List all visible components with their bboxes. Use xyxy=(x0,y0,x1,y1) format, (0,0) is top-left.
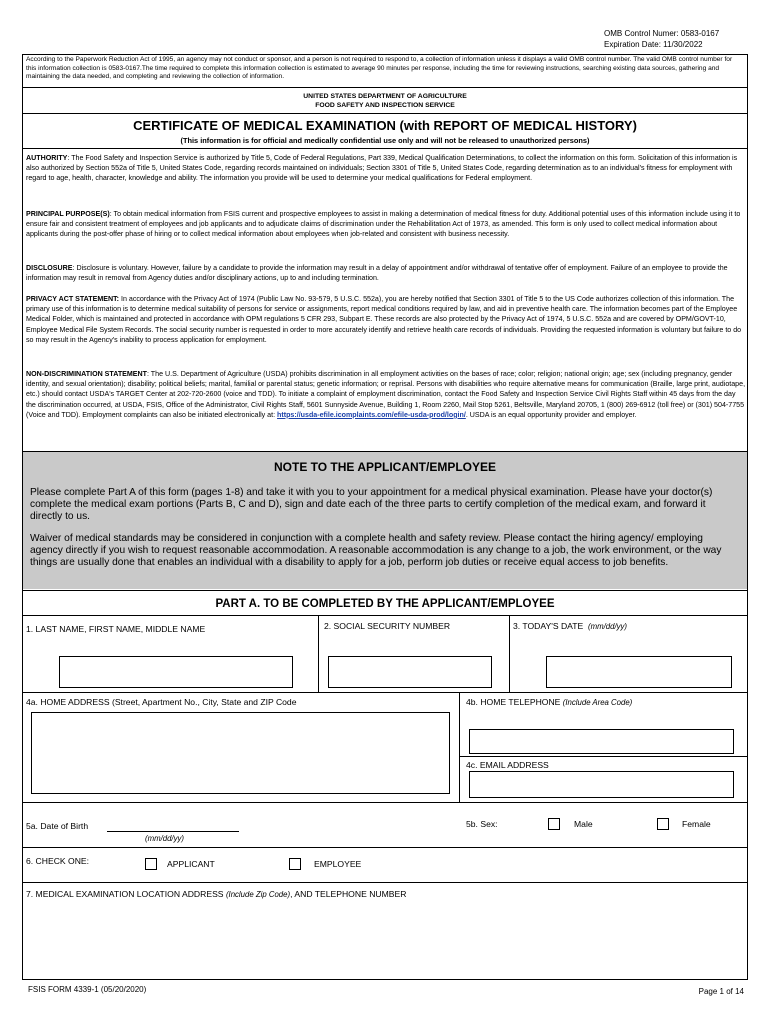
ssn-input[interactable] xyxy=(328,656,492,688)
field-4c-label: 4c. EMAIL ADDRESS xyxy=(466,760,549,770)
principal-purpose-statement xyxy=(26,209,746,240)
divider xyxy=(22,590,748,591)
field-7-label xyxy=(26,889,406,899)
male-label: Male xyxy=(574,819,593,829)
divider xyxy=(22,87,748,88)
disclosure-heading: DISCLOSURE xyxy=(26,264,73,272)
divider xyxy=(22,692,748,693)
name-input[interactable] xyxy=(59,656,293,688)
principal-purpose-text: : To obtain medical information from FSIS current and prospective employees to assist in making a determination of medical fitness for duty. Additional potential uses of this information include using it to ensure fair and consistent treatment of employees and job applicants and to adjudicate claims of discrimination under the Rehabilitation Act of 1973, as amended. This form is only used to collect medical information about applicants during the post-offer phase of hiring or to collect medical information about employees when job-related and consistent with business necessity. xyxy=(26,210,741,239)
omb-info xyxy=(604,28,724,50)
principal-purpose-heading: PRINCIPAL PURPOSE(S) xyxy=(26,210,110,218)
part-a-title: PART A. TO BE COMPLETED BY THE APPLICANT/EMPLOYEE xyxy=(215,598,555,610)
paperwork-notice: According to the Paperwork Reduction Act of 1995, an agency may not conduct or sponsor, and a person is not required to respond to, a collection of information unless it displays a valid OMB control number. The valid OMB control number for this information collection is 0583-0167.The time required to complete this information collection is estimated to average 90 minutes per response, including the time for reviewing instructions, searching existing data sources, gathering and maintaining the data needed, and completing and reviewing the collection of information. xyxy=(26,56,733,80)
todays-date-input[interactable] xyxy=(546,656,732,688)
employee-label: EMPLOYEE xyxy=(314,859,362,869)
omb-expiration: Expiration Date: 11/30/2022 xyxy=(604,40,703,49)
divider xyxy=(22,148,748,149)
field-3-label-text: 3. TODAY'S DATE xyxy=(513,621,584,631)
field-4b-label-text: 4b. HOME TELEPHONE xyxy=(466,697,561,707)
non-discrimination-statement xyxy=(26,369,746,420)
form-subtitle: (This information is for official and medically confidential use only and will not be released to unauthorized persons) xyxy=(180,136,590,145)
non-discrimination-heading: NON-DISCRIMINATION STATEMENT xyxy=(26,370,147,378)
field-4a-label: 4a. HOME ADDRESS (Street, Apartment No., City, State and ZIP Code xyxy=(26,697,297,707)
applicant-label: APPLICANT xyxy=(167,859,215,869)
email-input[interactable] xyxy=(469,771,734,798)
female-label: Female xyxy=(682,819,711,829)
non-discrimination-tail: . USDA is an equal opportunity provider and employer. xyxy=(465,410,637,419)
dob-hint: (mm/dd/yy) xyxy=(145,834,184,843)
divider xyxy=(22,615,748,616)
male-checkbox[interactable] xyxy=(548,818,560,830)
field-5a-hint xyxy=(145,833,184,843)
disclosure-text: : Disclosure is voluntary. However, failure by a candidate to provide the information may result in a delay of appointment and/or withdrawal of tentative offer of employment. Failure of an employee to provide the information may result in removal from Agency duties and/or disciplinary actions, up to and including termination. xyxy=(26,264,728,283)
disclosure-statement xyxy=(26,263,746,283)
divider xyxy=(22,847,748,848)
agency-line-2: FOOD SAFETY AND INSPECTION SERVICE xyxy=(315,102,455,109)
field-5a-label: 5a. Date of Birth xyxy=(26,821,89,831)
authority-statement xyxy=(26,153,746,184)
field-4b-label xyxy=(466,697,632,707)
home-address-input[interactable] xyxy=(31,712,450,794)
female-checkbox[interactable] xyxy=(657,818,669,830)
field-3-hint: (mm/dd/yy) xyxy=(588,622,628,631)
form-title: CERTIFICATE OF MEDICAL EXAMINATION (with REPORT OF MEDICAL HISTORY) xyxy=(133,118,637,133)
complaint-link[interactable]: https://usda-efile.icomplaints.com/efile-usda-prod/login/ xyxy=(277,410,466,419)
field-2-label: 2. SOCIAL SECURITY NUMBER xyxy=(324,621,451,631)
field-3-label xyxy=(513,621,627,631)
divider xyxy=(318,615,319,692)
divider xyxy=(459,756,748,757)
privacy-act-text: In accordance with the Privacy Act of 1974 (Public Law No. 93-579, 5 U.S.C. 552a), you are hereby notified that Section 3301 of Title 5 to the US Code authorizes collection of this information. The primary use of this information is to determine medical suitability of persons for service or assignments, report medical conditions required by law, and aid in preventive health care. The information becomes part of the Employee Medical Folder, which is maintained and protected in accordance with OPM regulations 5 CFR 293, Subpart E. These records are also protected by the Privacy Act of 1974, 5 U.S.C. 552a and are covered by OPM/GOVT-10, Employee Medical File System Records. The social security number is requested in order to more accurately identify and retrieve health care records of individuals. Providing the requested information is voluntary but failure to do so may result in the Agency's inability to process application for employment. xyxy=(26,295,742,344)
applicant-checkbox[interactable] xyxy=(145,858,157,870)
divider xyxy=(459,692,460,802)
field-7-label-text: 7. MEDICAL EXAMINATION LOCATION ADDRESS xyxy=(26,889,224,899)
field-4b-hint: (Include Area Code) xyxy=(562,698,633,707)
field-5b-label: 5b. Sex: xyxy=(466,819,498,829)
note-paragraph-2: Waiver of medical standards may be considered in conjunction with a complete health and safety review. Please contact the hiring agency/ employing agency directly if you wish to request reasonable accommodation. A reasonable accommodation is any change to a job, the work environment, or the way things are usually done that enables an individual with a disability to apply for a job, perform job duties or receive equal access to job benefits. xyxy=(30,533,722,569)
authority-text: : The Food Safety and Inspection Service is authorized by Title 5, Code of Federal Regulations, Part 339, Medical Qualification Determinations, to collect the information on this form. Solicitation of this information is also authorized by Section 552a of Title 5, United States Code, regarding records maintained on individuals; Section 3301 of Title 5, United States Code, regarding determination as to an individual's fitness for employment with regard to age, health, character, knowledge and ability. The information you provide will be used to determine your medical qualifications for Federal employment. xyxy=(26,154,738,183)
agency-line-1: UNITED STATES DEPARTMENT OF AGRICULTURE xyxy=(303,93,467,100)
divider xyxy=(22,113,748,114)
employee-checkbox[interactable] xyxy=(289,858,301,870)
note-title: NOTE TO THE APPLICANT/EMPLOYEE xyxy=(273,460,497,474)
divider xyxy=(22,802,748,803)
page-number: Page 1 of 14 xyxy=(698,987,744,996)
omb-control-number: OMB Control Numer: 0583-0167 xyxy=(604,29,720,38)
field-7-label-tail: , AND TELEPHONE NUMBER xyxy=(290,889,407,899)
form-id: FSIS FORM 4339-1 (05/20/2020) xyxy=(28,985,147,994)
field-1-label: 1. LAST NAME, FIRST NAME, MIDDLE NAME xyxy=(26,624,206,634)
field-6-label: 6. CHECK ONE: xyxy=(26,856,90,866)
field-7-hint: (Include Zip Code) xyxy=(225,890,291,899)
privacy-act-heading: PRIVACY ACT STATEMENT: xyxy=(26,295,120,303)
dob-line[interactable] xyxy=(107,831,239,832)
non-discrimination-text: : The U.S. Department of Agriculture (USDA) prohibits discrimination in all employment activities on the bases of race; color; religion; national origin; age; sex (including pregnancy, gender identity, and sexual orientation); disability; political beliefs; marital, familial or parental status; genetic information; or reprisal. Persons with disabilities who require alternative means for communication (Braille, large print, audiotape, etc.) should contact USDA's TARGET Center at 202-720-2600 (voice and TDD). To initiate a complaint of employment discrimination, contact the Food Safety and Inspection Service Civil Rights Staff within 45 days from the day the discrimination occurred, at USDA, FSIS, Office of the Administrator, Civil Rights Staff, 5601 Sunnyside Avenue, Building 1, Room 2260, Mail Stop 5261, Beltsville, Maryland 20705, 1 (800) 269-6912 (toll free) or (301) 504-7755 (Voice and TDD). Employment complaints can also be initiated electronically at: xyxy=(26,370,746,419)
authority-heading: AUTHORITY xyxy=(26,154,68,162)
divider xyxy=(509,615,510,692)
privacy-act-statement xyxy=(26,294,746,345)
home-telephone-input[interactable] xyxy=(469,729,734,754)
divider xyxy=(22,882,748,883)
exam-location-input[interactable] xyxy=(23,900,747,978)
agency-block xyxy=(22,92,748,110)
note-paragraph-1: Please complete Part A of this form (pages 1-8) and take it with you to your appointment for a medical physical examination. Please have your doctor(s) complete the medical exam portions (Parts B, C and D), sign and date each of the three parts to certify completion of the medical exam, and forward it directly to us. xyxy=(30,487,713,523)
